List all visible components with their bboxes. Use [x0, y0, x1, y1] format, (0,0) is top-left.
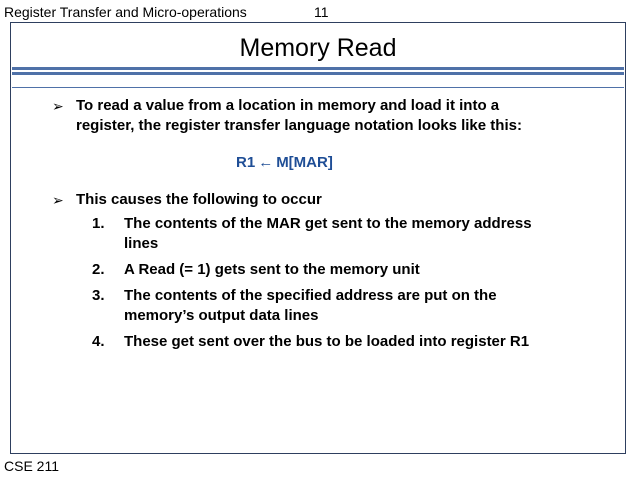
slide-title: Memory Read — [239, 34, 397, 62]
page-number: 11 — [314, 4, 329, 20]
list-item — [84, 260, 554, 280]
bullet-causes — [52, 190, 552, 210]
left-arrow-icon: ← — [258, 154, 274, 171]
step-number: 1. — [92, 215, 105, 232]
step-number: 3. — [92, 287, 105, 304]
arrow-bullet-icon: ➢ — [52, 192, 64, 208]
list-item — [84, 332, 554, 352]
title-rule-bottom — [12, 87, 624, 88]
formula-lhs: R1 — [236, 154, 256, 171]
footer-course-code: CSE 211 — [4, 458, 59, 474]
step-text: The contents of the MAR get sent to the memory address lines — [124, 215, 532, 252]
title-rule-middle — [12, 72, 624, 75]
step-text: The contents of the specified address are put on the memory’s output data lines — [124, 287, 497, 324]
arrow-bullet-icon: ➢ — [52, 98, 64, 114]
bullet-text: To read a value from a location in memory and load it into a register, the register transfer language notation looks like this: — [76, 97, 522, 134]
step-number: 4. — [92, 333, 105, 350]
list-item — [84, 286, 554, 326]
step-text: A Read (= 1) gets sent to the memory unit — [124, 261, 420, 278]
title-rule-top — [12, 67, 624, 70]
bullet-read-description — [52, 96, 552, 136]
bullet-text: This causes the following to occur — [76, 191, 322, 208]
step-text: These get sent over the bus to be loaded into register R1 — [124, 333, 530, 350]
step-number: 2. — [92, 261, 105, 278]
steps-list — [84, 214, 554, 358]
formula-rhs: M[MAR] — [276, 154, 333, 171]
rtl-formula — [236, 153, 333, 173]
header-course-title: Register Transfer and Micro-operations — [4, 4, 247, 20]
list-item — [84, 214, 554, 254]
